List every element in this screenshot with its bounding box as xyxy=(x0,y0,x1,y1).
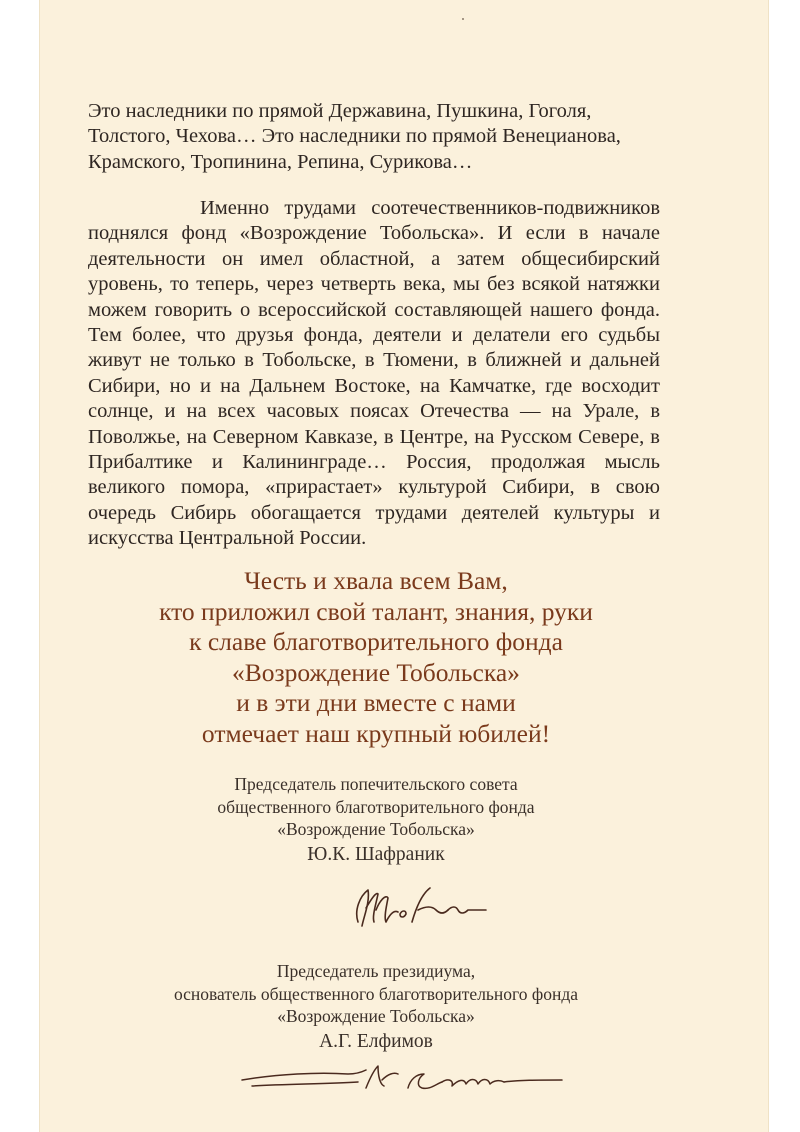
signature-2-image xyxy=(238,1058,568,1100)
signatory-1 xyxy=(70,773,682,866)
signatory-title-line: Председатель попечительского совета xyxy=(234,774,518,794)
speck xyxy=(462,18,464,20)
tribute-line: к славе благотворительного фонда xyxy=(189,627,563,657)
tribute-line: и в эти дни вместе с нами xyxy=(236,688,516,718)
signatory-title-line: «Возрождение Тобольска» xyxy=(277,819,475,839)
paragraph-heirs: Это наследники по прямой Державина, Пушкина, Гоголя, Толстого, Чехова… Это наследники по прямой Венецианова, Крамского, Тропинина, Репина, Сурикова… xyxy=(88,100,621,173)
signatory-2 xyxy=(70,960,682,1053)
tribute-line: «Возрождение Тобольска» xyxy=(232,657,520,687)
signature-1-image xyxy=(340,880,500,936)
signatory-name: Ю.К. Шафраник xyxy=(307,843,445,865)
tribute-line: кто приложил свой талант, знания, руки xyxy=(159,596,593,626)
signatory-name: А.Г. Елфимов xyxy=(319,1030,433,1052)
tribute-line: Честь и хвала всем Вам, xyxy=(244,566,508,595)
tribute-block xyxy=(70,566,682,750)
signatory-title-line: Председатель президиума, xyxy=(276,961,476,981)
signatory-title-line: «Возрождение Тобольска» xyxy=(277,1006,475,1026)
signatory-title-line: общественного благотворительного фонда xyxy=(217,796,535,817)
tribute-line: отмечает наш крупный юбилей! xyxy=(201,718,551,748)
signatory-title-line: основатель общественного благотворительного фонда xyxy=(173,983,579,1004)
paragraph-foundation: Именно трудами соотечественников-подвижников поднялся фонд «Возрождение Тобольска». И если в начале деятельности он имел областной, а затем общесибирский уровень, то теперь, через четверть века, мы без всякой натяжки можем говорить о всероссийской составляющей нашего фонда. Тем более, что друзья фонда, деятели и делатели его судьбы живут не только в Тобольске, в Тюмени, в ближней и дальней Сибири, но и на Дальнем Востоке, на Камчатке, где восходит солнце, и на всех часовых поясах Отечества — на Урале, в Поволжье, на Северном Кавказе, в Центре, на Русском Севере, в Прибалтике и Калининграде… Россия, продолжая мысль великого помора, «прирастает» культурой Сибири, в свою очередь Сибирь обогащается трудами деятелей культуры и искусства Центральной России. xyxy=(88,197,660,550)
